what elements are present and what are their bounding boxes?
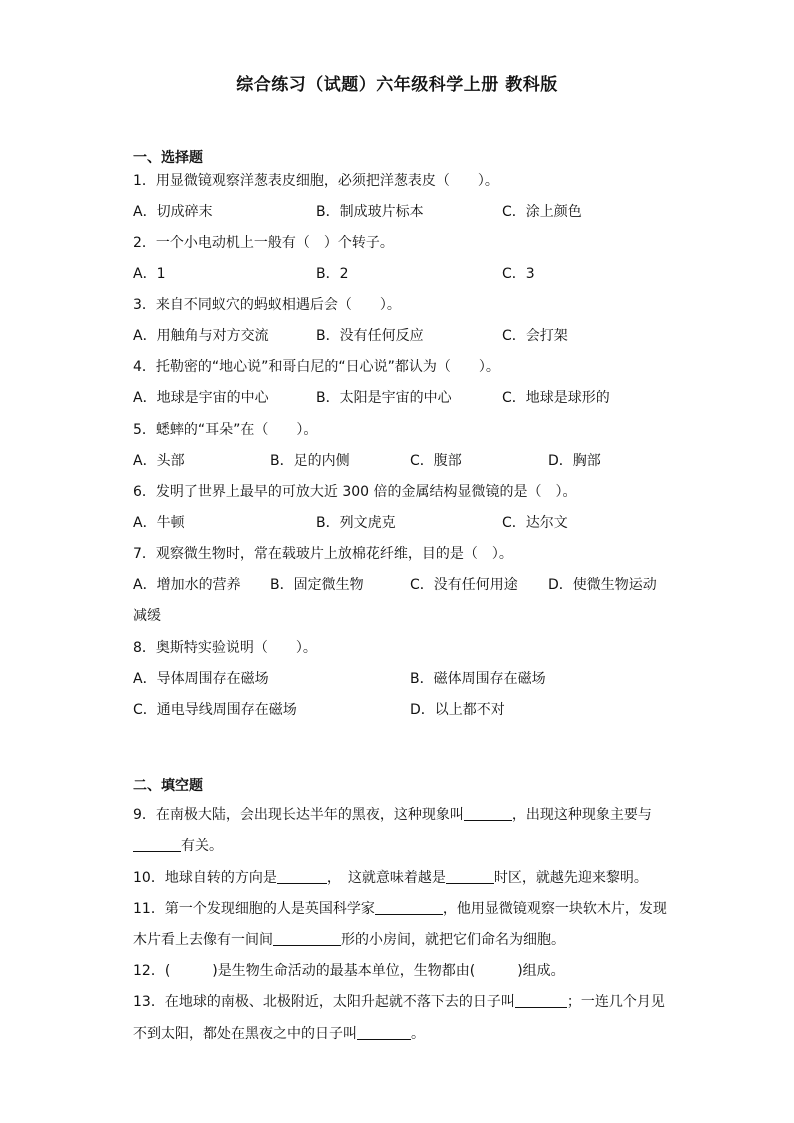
question-6-stem: 6．发明了世界上最早的可放大近 300 倍的金属结构显微镜的是（ ）。 [133,484,577,500]
question-13-blank-2[interactable] [357,1025,411,1040]
question-7-option-d: D．使微生物运动 [548,577,657,593]
question-7-option-d-continued: 减缓 [133,608,161,624]
section-heading-fill: 二、填空题 [133,778,203,794]
question-3-option-c: C．会打架 [502,328,568,344]
question-7-stem: 7．观察微生物时，常在载玻片上放棉花纤维，目的是（ ）。 [133,546,513,562]
question-1-option-c: C．涂上颜色 [502,204,582,220]
question-9-blank-1[interactable] [464,806,512,821]
question-2-option-b: B．2 [316,266,349,282]
question-10-blank-2[interactable] [446,869,494,884]
question-4-stem: 4．托勒密的“地心说”和哥白尼的“日心说”都认为（ ）。 [133,359,500,375]
question-5-option-d: D．胸部 [548,453,601,469]
question-9-line-2 [133,837,223,855]
question-7-option-a: A．增加水的营养 [133,577,241,593]
page-title: 综合练习（试题）六年级科学上册 教科版 [236,75,558,95]
question-7-option-c: C．没有任何用途 [410,577,518,593]
question-5-option-c: C．腹部 [410,453,462,469]
question-8-option-c: C．通电导线周围存在磁场 [133,702,297,718]
question-13-line-2 [133,1025,425,1043]
question-11-blank-2[interactable] [273,931,341,946]
question-5-option-a: A．头部 [133,453,185,469]
question-1-option-b: B．制成玻片标本 [316,204,424,220]
question-13-blank-1[interactable] [515,993,567,1008]
question-10-line-1 [133,869,648,887]
question-9-text-3: 有关。 [181,838,223,854]
question-9-text-1: 9．在南极大陆，会出现长达半年的黑夜，这种现象叫 [133,807,464,823]
question-10-text-2: ， 这就意味着越是 [326,870,446,886]
question-11-blank-1[interactable] [375,900,443,915]
question-4-option-a: A．地球是宇宙的中心 [133,390,269,406]
question-11-text-1: 11．第一个发现细胞的人是英国科学家 [133,901,375,917]
question-11-text-4: 形的小房间，就把它们命名为细胞。 [341,932,565,948]
question-4-option-b: B．太阳是宇宙的中心 [316,390,452,406]
question-13-text-3: 不到太阳，都处在黑夜之中的日子叫 [133,1026,357,1042]
question-9-text-2: ，出现这种现象主要与 [511,807,652,823]
question-6-option-a: A．牛顿 [133,515,185,531]
question-13-text-2: ；一连几个月见 [566,994,665,1010]
question-5-stem: 5．蟋蟀的“耳朵”在（ ）。 [133,422,318,438]
question-6-option-c: C．达尔文 [502,515,568,531]
question-12-line-1: 12．( )是生物生命活动的最基本单位，生物都由( )组成。 [133,963,565,979]
question-11-line-1 [133,900,667,918]
question-8-option-d: D．以上都不对 [410,702,505,718]
question-13-line-1 [133,993,665,1011]
question-11-text-2: ，他用显微镜观察一块软木片，发现 [442,901,667,917]
question-1-option-a: A．切成碎末 [133,204,213,220]
question-13-text-4: 。 [411,1026,425,1042]
question-3-stem: 3．来自不同蚁穴的蚂蚁相遇后会（ ）。 [133,297,401,313]
question-11-line-2 [133,931,565,949]
question-7-option-b: B．固定微生物 [270,577,364,593]
question-2-option-a: A．1 [133,266,166,282]
question-1-stem: 1．用显微镜观察洋葱表皮细胞，必须把洋葱表皮（ ）。 [133,173,499,189]
question-5-option-b: B．足的内侧 [270,453,350,469]
section-heading-choice: 一、选择题 [133,150,203,166]
question-2-stem: 2．一个小电动机上一般有（ ）个转子。 [133,235,394,251]
question-8-option-a: A．导体周围存在磁场 [133,671,269,687]
question-9-blank-2[interactable] [133,837,181,852]
question-13-text-1: 13．在地球的南极、北极附近，太阳升起就不落下去的日子叫 [133,994,515,1010]
question-10-text-1: 10．地球自转的方向是 [133,870,277,886]
question-8-option-b: B．磁体周围存在磁场 [410,671,546,687]
question-10-blank-1[interactable] [277,869,327,884]
question-11-text-3: 木片看上去像有一间间 [133,932,273,948]
question-2-option-c: C．3 [502,266,535,282]
question-8-stem: 8．奥斯特实验说明（ ）。 [133,640,317,656]
question-3-option-b: B．没有任何反应 [316,328,424,344]
question-3-option-a: A．用触角与对方交流 [133,328,269,344]
question-4-option-c: C．地球是球形的 [502,390,610,406]
question-10-text-3: 时区，就越先迎来黎明。 [493,870,648,886]
question-9-line-1 [133,806,652,824]
question-6-option-b: B．列文虎克 [316,515,396,531]
